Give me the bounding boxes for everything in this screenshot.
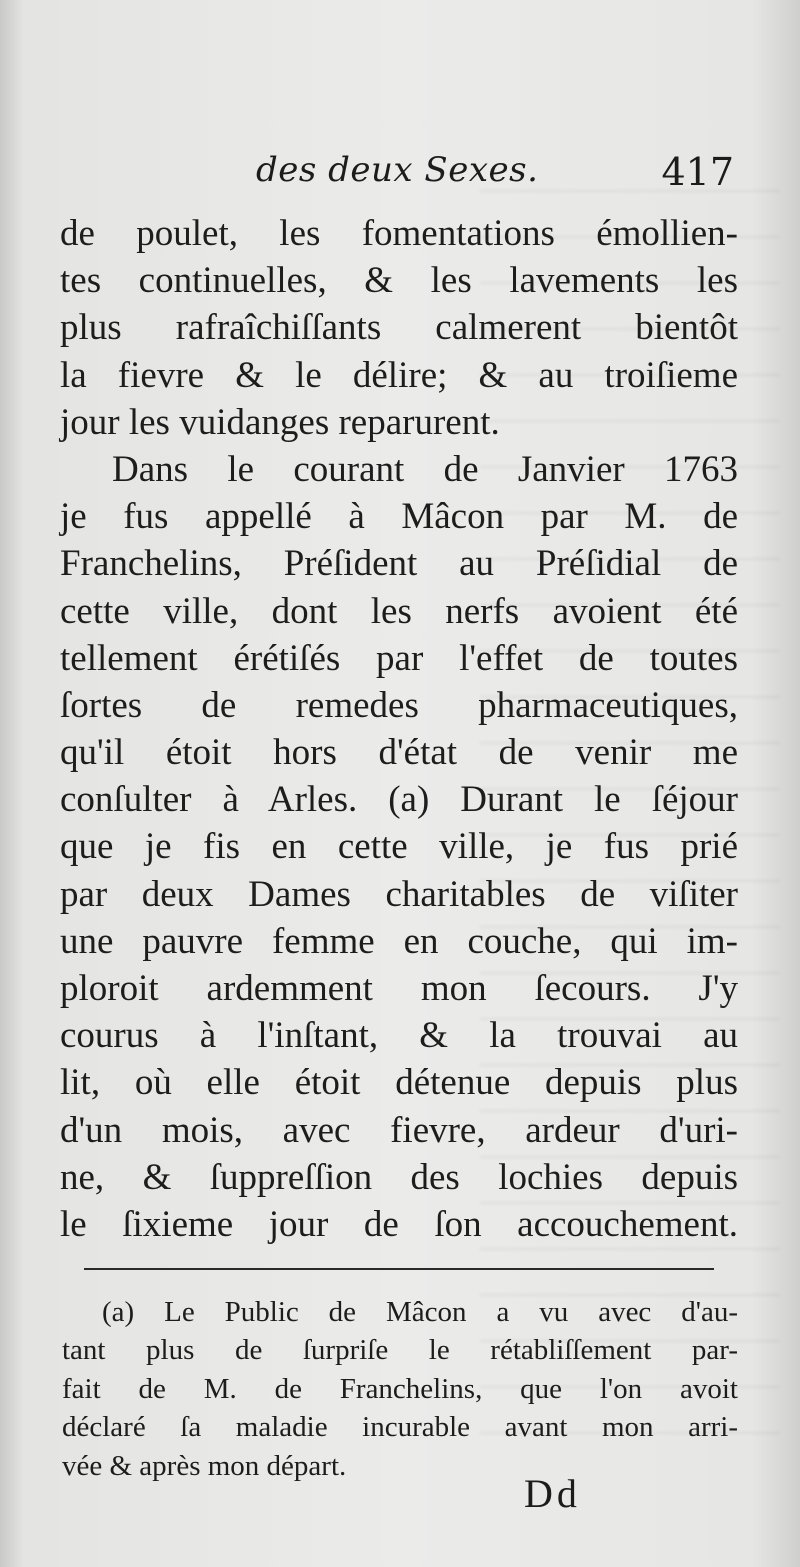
text-line: plus rafraîchiſſants calmerent bientôt <box>60 307 738 349</box>
text-line: une pauvre femme en couche, qui im- <box>60 920 738 962</box>
footnote-line: déclaré ſa maladie incurable avant mon arri- <box>62 1411 738 1444</box>
text-line: courus à l'inſtant, & la trouvai au <box>60 1015 738 1057</box>
text-line: je fus appellé à Mâcon par M. de <box>60 496 738 538</box>
footnote-line: (a) Le Public de Mâcon a vu avec d'au- <box>102 1296 738 1328</box>
footnote-line: vée & après mon départ. <box>62 1449 347 1482</box>
body-text <box>60 210 738 1248</box>
text-line: jour les vuidanges reparurent. <box>60 401 500 443</box>
text-line: lit, où elle étoit détenue depuis plus <box>60 1062 738 1104</box>
text-line: conſulter à Arles. (a) Durant le ſéjour <box>60 779 738 821</box>
text-line: qu'il étoit hors d'état de venir me <box>60 732 738 774</box>
text-line: ploroit ardemment mon ſecours. J'y <box>60 968 738 1009</box>
text-line: par deux Dames charitables de viſiter <box>60 873 738 915</box>
page-header <box>60 150 740 202</box>
text-line: d'un mois, avec fievre, ardeur d'uri- <box>60 1109 738 1151</box>
text-line: cette ville, dont les nerfs avoient été <box>60 590 738 632</box>
text-line: Dans le courant de Janvier 1763 <box>112 448 738 490</box>
text-line: la fievre & le délire; & au troiſieme <box>60 354 738 396</box>
text-line: de poulet, les fomentations émollien- <box>60 213 738 254</box>
text-line: que je fis en cette ville, je fus prié <box>60 826 738 868</box>
footnote-line: tant plus de ſurpriſe le rétabliſſement par- <box>62 1334 738 1367</box>
text-line: tellement érétiſés par l'effet de toutes <box>60 637 738 679</box>
footnote-line: fait de M. de Franchelins, que l'on avoit <box>62 1372 738 1405</box>
text-line: ne, & ſuppreſſion des lochies depuis <box>60 1156 738 1198</box>
text-line: le ſixieme jour de ſon accouchement. <box>60 1203 738 1245</box>
footnote <box>62 1293 738 1485</box>
footnote-rule <box>84 1268 714 1270</box>
page-number: 417 <box>661 150 734 194</box>
text-line: Franchelins, Préſident au Préſidial de <box>60 543 738 585</box>
running-head: des deux Sexes. <box>256 150 539 190</box>
text-line: tes continuelles, & les lavements les <box>60 260 738 302</box>
signature-mark: Dd <box>524 1471 581 1516</box>
text-line: ſortes de remedes pharmaceutiques, <box>60 684 738 726</box>
